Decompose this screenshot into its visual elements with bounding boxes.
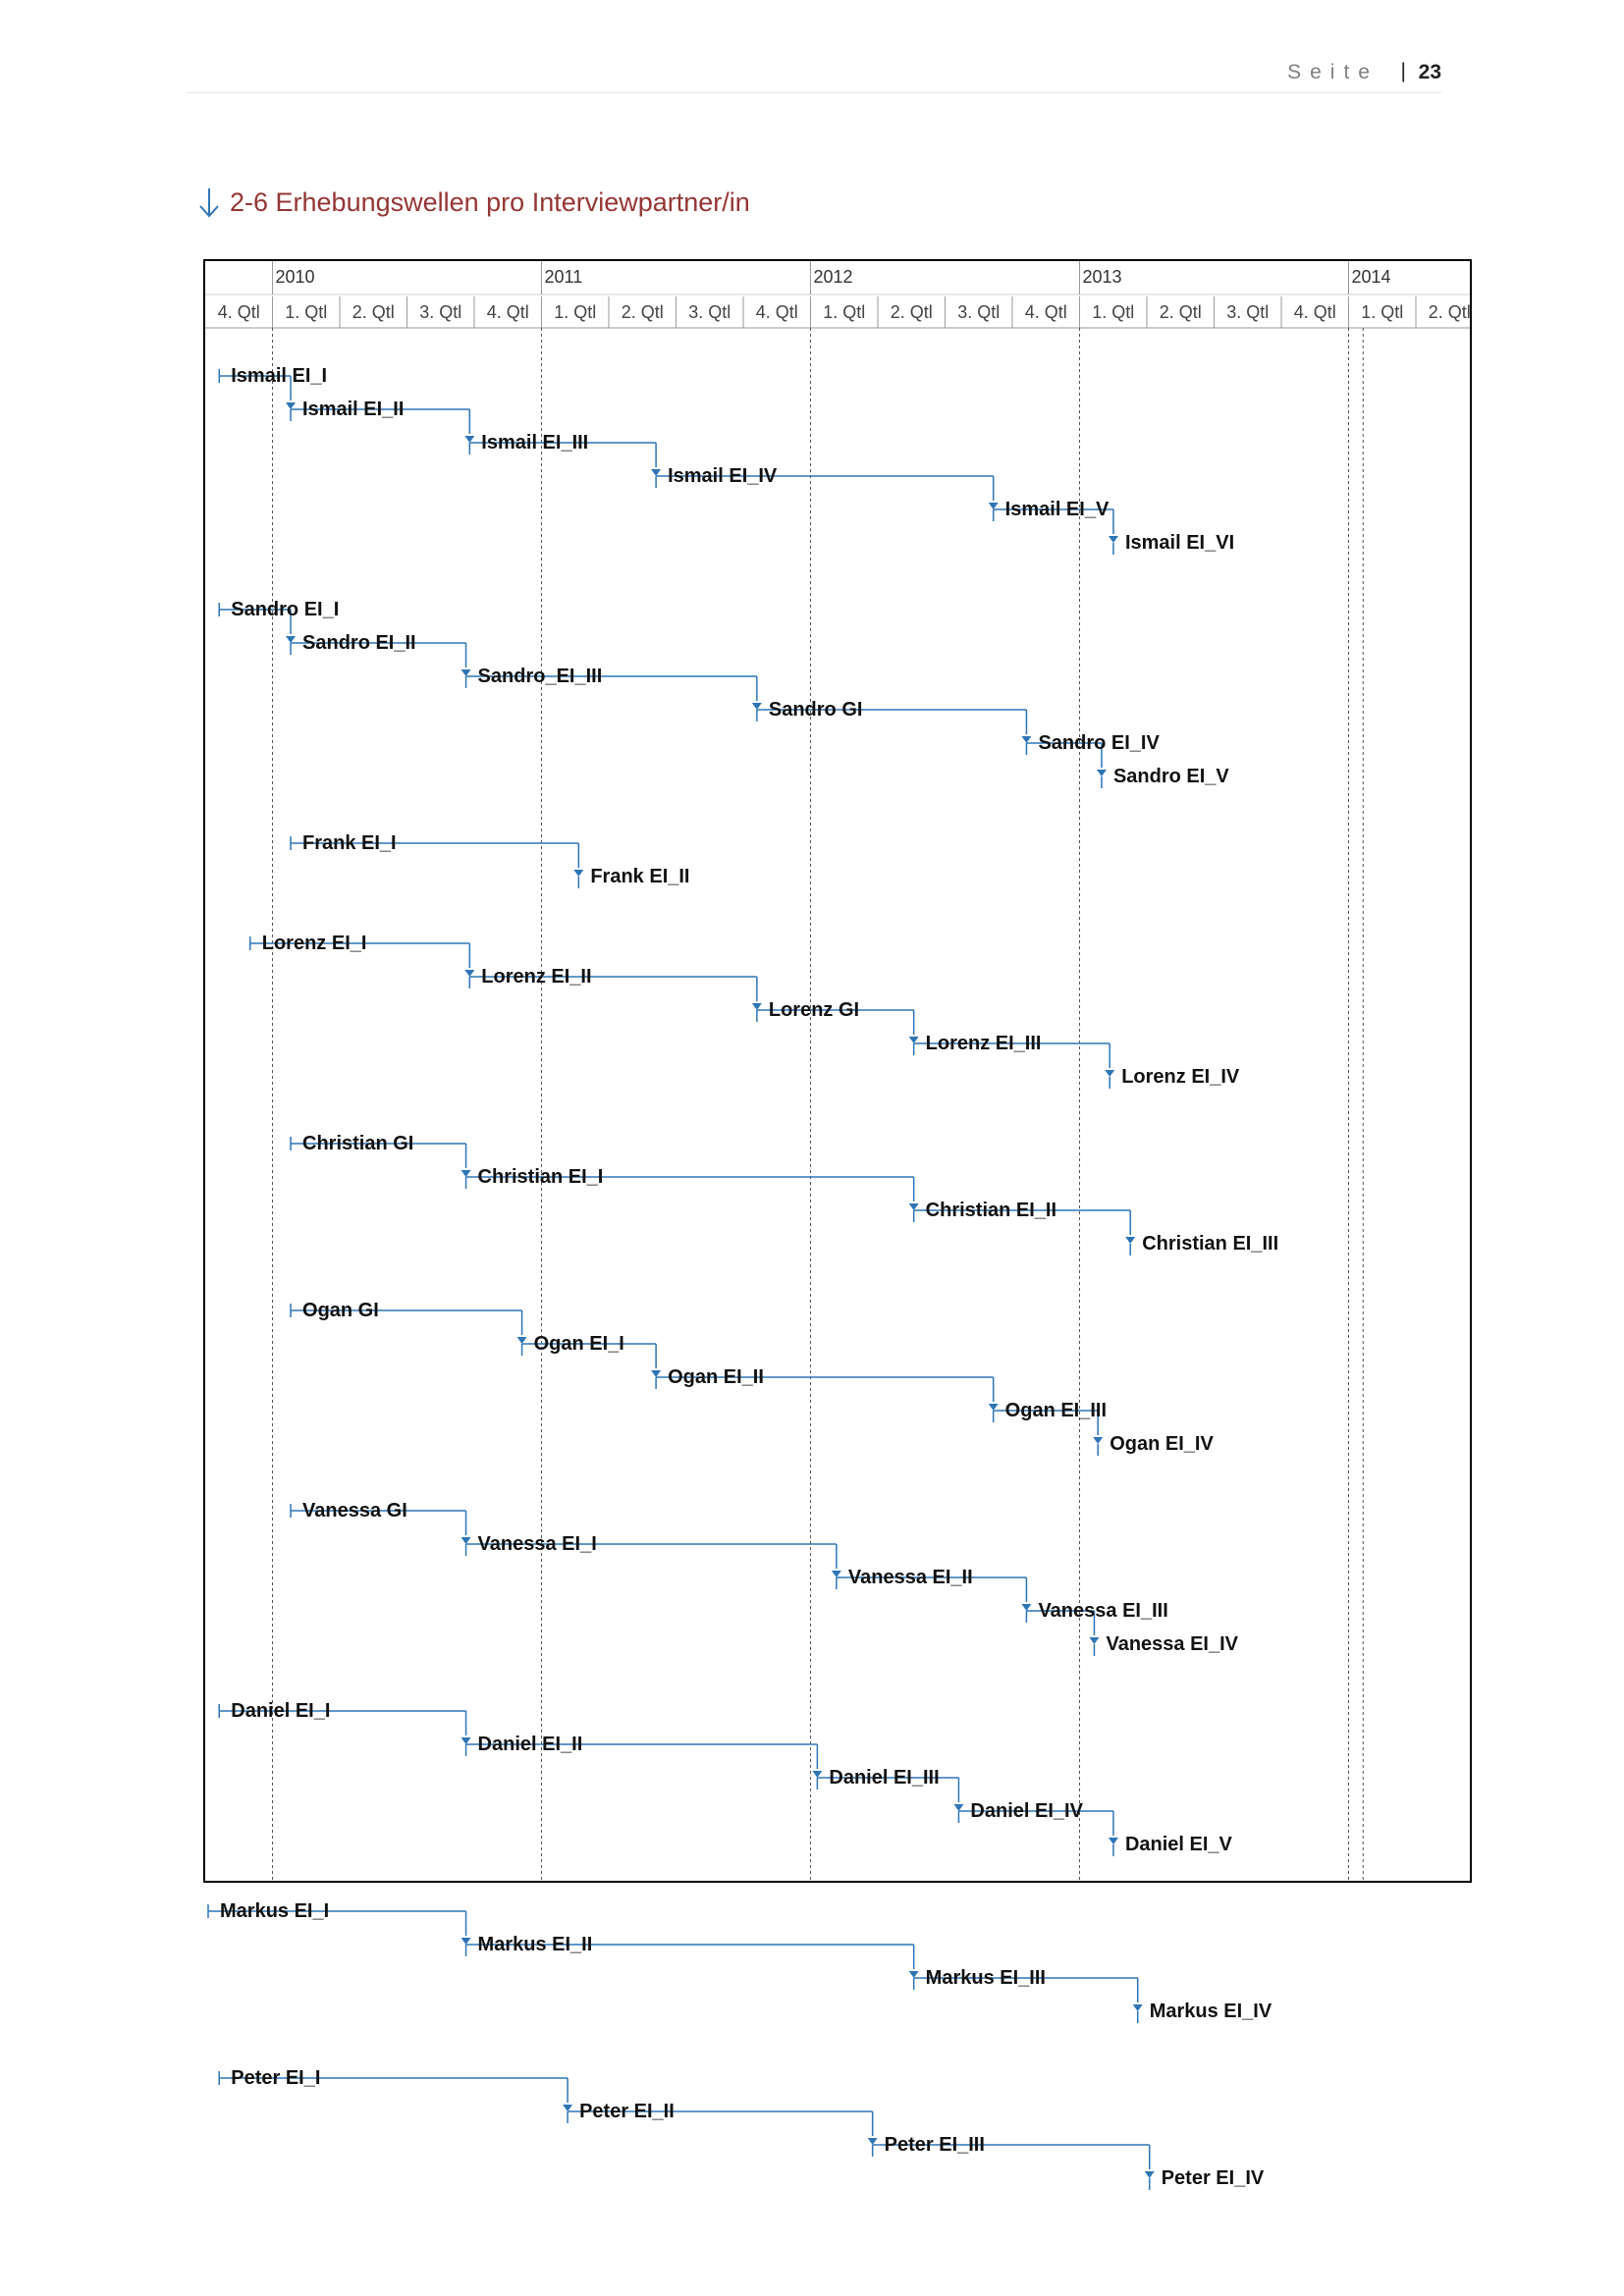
quarter-label: 4. Qtl	[755, 302, 798, 322]
wave-label: Ogan EI_II	[668, 1366, 764, 1388]
wave-label: Daniel EI_III	[829, 1767, 940, 1789]
wave-label: Sandro EI_I	[231, 599, 340, 620]
quarter-label: 3. Qtl	[1226, 302, 1270, 322]
milestone-arrow	[752, 703, 762, 710]
milestone-arrow	[1089, 1637, 1099, 1644]
wave-label: Peter EI_I	[231, 2067, 321, 2089]
milestone-arrow	[752, 1003, 762, 1010]
wave-label: Ismail EI_III	[481, 432, 589, 454]
wave-label: Peter EI_II	[579, 2101, 675, 2122]
milestone-arrow	[464, 970, 474, 977]
wave-label: Vanessa EI_IV	[1106, 1633, 1239, 1655]
wave-label: Ismail EI_I	[231, 365, 328, 387]
milestone-arrow	[909, 1203, 919, 1210]
milestone-arrow	[1021, 1604, 1031, 1611]
milestone-arrow	[832, 1571, 841, 1577]
milestone-arrow	[1109, 536, 1118, 543]
figure-caption	[198, 183, 750, 222]
wave-label: Peter EI_IV	[1161, 2167, 1265, 2189]
wave-label: Lorenz EI_IV	[1121, 1066, 1240, 1088]
wave-label: Sandro EI_V	[1112, 766, 1229, 787]
quarter-label: 2. Qtl	[1159, 302, 1202, 322]
wave-label: Daniel EI_I	[231, 1700, 331, 1722]
wave-label: Christian EI_II	[925, 1200, 1057, 1221]
wave-label: Frank EI_I	[302, 832, 397, 854]
wave-label: Ismail EI_II	[302, 399, 405, 420]
milestone-arrow	[1109, 1838, 1118, 1844]
quarter-label: 3. Qtl	[957, 302, 1001, 322]
gantt-chart	[203, 259, 1472, 2189]
wave-label: Christian EI_I	[477, 1166, 604, 1188]
milestone-arrow	[461, 1737, 471, 1744]
wave-label: Markus EI_IV	[1149, 2001, 1272, 2022]
milestone-arrow	[1093, 1437, 1103, 1444]
wave-label: Sandro EI_IV	[1038, 732, 1160, 754]
milestone-arrow	[563, 2105, 572, 2111]
milestone-arrow	[461, 1170, 471, 1177]
wave-label: Christian GI	[302, 1133, 414, 1154]
wave-label: Ismail EI_VI	[1124, 532, 1235, 554]
quarter-label: 2. Qtl	[1428, 302, 1471, 322]
participant-group-lorenz	[250, 933, 1240, 1089]
wave-label: Peter EI_III	[884, 2134, 985, 2156]
milestone-arrow	[461, 1938, 471, 1945]
quarter-label: 3. Qtl	[419, 302, 462, 322]
participant-group-christian	[291, 1133, 1278, 1255]
wave-label: Vanessa EI_I	[477, 1533, 597, 1555]
milestone-arrow	[651, 469, 661, 476]
wave-label: Vanessa EI_III	[1038, 1600, 1168, 1622]
milestone-arrow	[1145, 2171, 1155, 2178]
milestone-arrow	[651, 1370, 661, 1377]
milestone-arrow	[1097, 770, 1107, 776]
wave-label: Daniel EI_V	[1124, 1834, 1232, 1855]
milestone-arrow	[286, 636, 296, 643]
quarter-label: 1. Qtl	[554, 302, 597, 322]
quarter-label: 1. Qtl	[823, 302, 866, 322]
quarter-label: 1. Qtl	[1092, 302, 1135, 322]
milestone-arrow	[464, 436, 474, 443]
participant-group-markus	[208, 1900, 1272, 2023]
wave-label: Ismail EI_IV	[668, 465, 778, 487]
wave-label: Christian EI_III	[1142, 1233, 1279, 1255]
participant-group-daniel	[219, 1700, 1232, 1856]
participant-group-sandro	[219, 599, 1229, 788]
milestone-arrow	[1105, 1070, 1114, 1077]
quarter-label: 1. Qtl	[285, 302, 328, 322]
year-label: 2010	[275, 267, 315, 287]
wave-label: Ogan EI_I	[533, 1333, 624, 1355]
milestone-arrow	[909, 1037, 919, 1043]
wave-label: Daniel EI_II	[477, 1734, 583, 1755]
caption-text: 2-6 Erhebungswellen pro Interviewpartner/in	[230, 187, 750, 217]
wave-label: Lorenz EI_I	[261, 933, 367, 954]
wave-label: Daniel EI_IV	[970, 1800, 1083, 1822]
wave-label: Markus EI_I	[220, 1900, 330, 1922]
milestone-arrow	[953, 1804, 963, 1811]
participant-group-frank	[291, 832, 689, 888]
milestone-arrow	[868, 2138, 878, 2145]
down-arrow-icon	[198, 187, 220, 218]
quarter-label: 4. Qtl	[1024, 302, 1067, 322]
participant-group-ismail	[219, 365, 1234, 555]
milestone-arrow	[909, 1971, 919, 1978]
milestone-arrow	[517, 1337, 527, 1344]
page-number: 23	[1418, 61, 1441, 83]
wave-label: Ogan EI_III	[1004, 1400, 1108, 1421]
milestone-arrow	[989, 503, 999, 509]
quarter-label: 2. Qtl	[352, 302, 395, 322]
wave-label: Markus EI_II	[477, 1934, 593, 1955]
wave-label: Sandro EI_II	[302, 632, 416, 654]
year-label: 2013	[1082, 267, 1122, 287]
wave-label: Lorenz EI_II	[481, 966, 592, 988]
page-header	[187, 55, 1441, 93]
milestone-arrow	[461, 669, 471, 676]
wave-label: Sandro GI	[768, 699, 863, 721]
milestone-arrow	[1021, 736, 1031, 743]
milestone-arrow	[461, 1537, 471, 1544]
wave-label: Ismail EI_V	[1004, 499, 1110, 520]
quarter-label: 4. Qtl	[1293, 302, 1336, 322]
participant-group-peter	[219, 2067, 1265, 2190]
page-separator: |	[1400, 60, 1406, 82]
quarter-label: 3. Qtl	[688, 302, 731, 322]
milestone-arrow	[286, 402, 296, 409]
milestone-arrow	[812, 1771, 822, 1778]
wave-label: Ogan EI_IV	[1110, 1433, 1214, 1455]
participant-group-ogan	[291, 1300, 1214, 1456]
year-label: 2012	[813, 267, 853, 287]
quarter-label: 4. Qtl	[217, 302, 260, 322]
gantt-svg	[205, 261, 1471, 2189]
wave-label: Vanessa GI	[302, 1500, 407, 1522]
wave-label: Vanessa EI_II	[847, 1567, 973, 1588]
quarter-label: 1. Qtl	[1361, 302, 1404, 322]
wave-label: Lorenz EI_III	[925, 1033, 1042, 1054]
wave-label: Frank EI_II	[590, 866, 690, 887]
page-label: Seite	[1287, 61, 1379, 83]
year-label: 2011	[544, 267, 583, 287]
wave-label: Sandro_EI_III	[477, 666, 603, 687]
milestone-arrow	[1133, 2004, 1143, 2011]
milestone-arrow	[573, 870, 583, 877]
participant-group-vanessa	[291, 1500, 1239, 1656]
quarter-label: 2. Qtl	[621, 302, 664, 322]
wave-label: Markus EI_III	[925, 1967, 1046, 1989]
quarter-label: 2. Qtl	[890, 302, 933, 322]
milestone-arrow	[1125, 1237, 1135, 1244]
quarter-label: 4. Qtl	[486, 302, 529, 322]
wave-label: Ogan GI	[302, 1300, 379, 1321]
year-label: 2014	[1351, 267, 1391, 287]
milestone-arrow	[989, 1404, 999, 1411]
wave-label: Lorenz GI	[768, 999, 860, 1021]
